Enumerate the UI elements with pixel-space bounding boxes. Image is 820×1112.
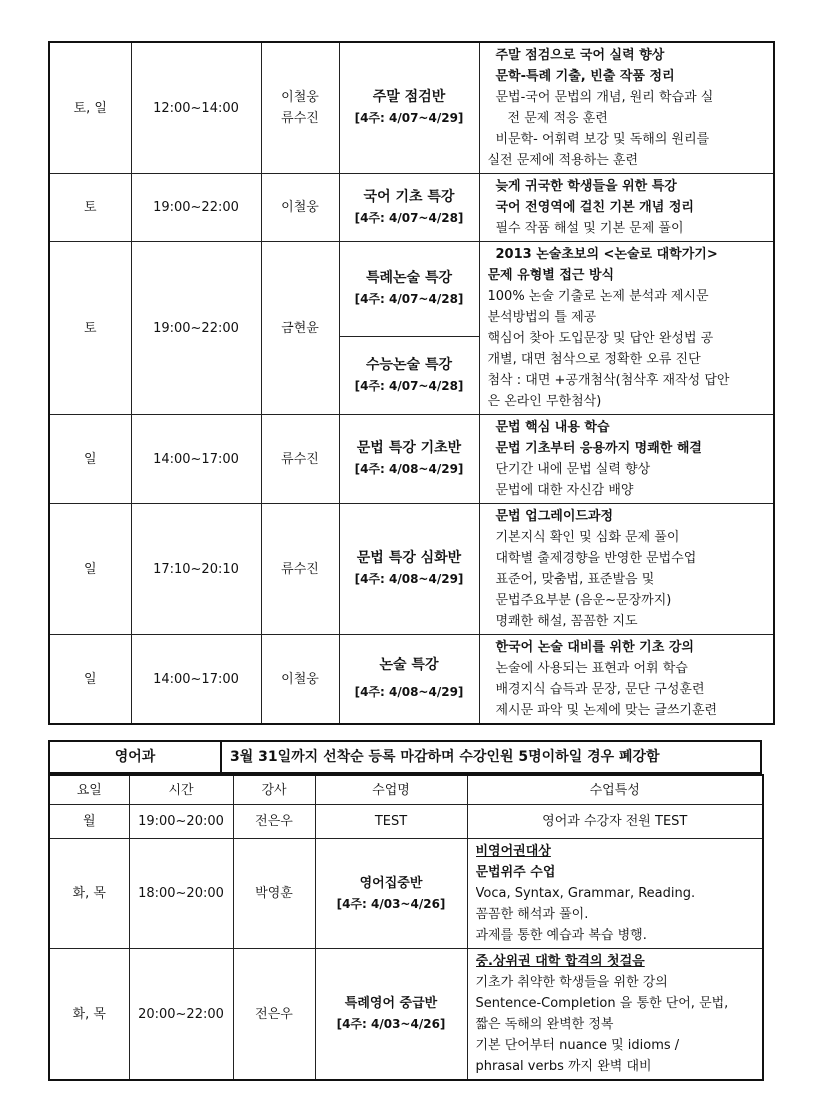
desc-line: 제시문 파악 및 논제에 맞는 글쓰기훈련 [495, 703, 718, 718]
course-period: [4주: 4/08~4/29] [354, 685, 464, 699]
course-period: [4주: 4/07~4/29] [354, 111, 464, 125]
table-row [49, 805, 763, 839]
description-cell [479, 504, 774, 635]
course-title: 특례논술 특강 [365, 270, 453, 287]
desc-line: 단기간 내에 문법 실력 향상 [495, 462, 651, 477]
desc-line: 중.상위권 대학 합격의 첫걸음 [475, 954, 645, 969]
teacher-cell: 이철웅 [261, 174, 339, 242]
teacher-cell: 전은우 [233, 805, 315, 839]
course-period: [4주: 4/08~4/29] [354, 462, 464, 476]
desc-line: 기본지식 확인 및 심화 문제 풀이 [495, 530, 680, 545]
day-cell: 일 [49, 635, 131, 725]
teacher-cell: 전은우 [233, 949, 315, 1081]
desc-line: 문법위주 수업 [475, 865, 556, 880]
course-cell [339, 635, 479, 725]
time-cell: 18:00~20:00 [129, 839, 233, 949]
desc-line: 문학-특례 기출, 빈출 작품 정리 [495, 69, 675, 84]
desc-line: 한국어 논술 대비를 위한 기초 강의 [495, 640, 694, 655]
course-period: [4주: 4/07~4/28] [354, 378, 464, 393]
column-header: 강사 [233, 775, 315, 805]
column-header: 시간 [129, 775, 233, 805]
course-title: 주말 점검반 [372, 89, 446, 105]
course-cell [339, 337, 479, 415]
desc-line: 문법-국어 문법의 개념, 원리 학습과 실 [495, 90, 714, 105]
course-cell [339, 242, 479, 337]
course-period: [4주: 4/08~4/29] [354, 572, 464, 586]
desc-line: Voca, Syntax, Grammar, Reading. [475, 886, 696, 901]
table-row [49, 635, 774, 725]
day-cell: 토 [49, 242, 131, 415]
course-title: 영어집중반 [359, 875, 423, 891]
column-header: 수업특성 [467, 775, 763, 805]
day-cell: 화, 목 [49, 839, 129, 949]
teacher-name: 이철웅 [281, 90, 319, 105]
desc-line: 개별, 대면 첨삭으로 정확한 오류 진단 [487, 352, 701, 367]
desc-line: 과제를 통한 예습과 복습 병행. [475, 928, 647, 943]
desc-line: 늦게 귀국한 학생들을 위한 특강 [495, 179, 677, 194]
desc-line: 100% 논술 기출로 논제 분석과 제시문 [487, 289, 709, 304]
course-period: [4주: 4/07~4/28] [354, 292, 464, 307]
teacher-cell: 류수진 [261, 415, 339, 504]
desc-line: 문법 핵심 내용 학습 [495, 420, 610, 435]
desc-line: 실전 문제에 적용하는 훈련 [487, 153, 639, 168]
course-title: 문법 특강 심화반 [356, 550, 462, 566]
desc-line: 문법주요부분 (음운~문장까지) [495, 593, 672, 608]
table-row [49, 174, 774, 242]
day-cell: 일 [49, 415, 131, 504]
desc-line: 분석방법의 틀 제공 [487, 310, 597, 325]
time-cell: 20:00~22:00 [129, 949, 233, 1081]
desc-line: 핵심어 찾아 도입문장 및 답안 완성법 공 [487, 331, 714, 346]
desc-line: 기본 단어부터 nuance 및 idioms / [475, 1038, 680, 1053]
desc-line: 은 온라인 무한첨삭) [487, 394, 602, 409]
desc-line: phrasal verbs 까지 완벽 대비 [475, 1059, 652, 1074]
desc-line: 전 문제 적응 훈련 [507, 111, 608, 126]
description-cell [467, 949, 763, 1081]
teacher-name: 류수진 [281, 111, 319, 126]
desc-line: 문법 업그레이드과정 [495, 509, 614, 524]
table-row [49, 242, 774, 337]
course-cell [315, 949, 467, 1081]
teacher-cell: 박영훈 [233, 839, 315, 949]
day-cell: 일 [49, 504, 131, 635]
course-title: 문법 특강 기초반 [356, 440, 462, 456]
table-row [49, 839, 763, 949]
course-title: 논술 특강 [379, 657, 439, 673]
course-title: 국어 기초 특강 [363, 188, 455, 205]
course-title: 특례영어 중급반 [344, 996, 438, 1011]
description-cell [479, 242, 774, 415]
course-title: 수능논술 특강 [365, 356, 453, 373]
teacher-cell [261, 42, 339, 174]
desc-line: 비영어권대상 [475, 844, 551, 859]
day-cell: 토, 일 [49, 42, 131, 174]
course-cell [339, 174, 479, 242]
desc-line: 문법에 대한 자신감 배양 [495, 483, 634, 498]
description-cell [479, 42, 774, 174]
desc-line: 첨삭 : 대면 +공개첨삭(첨삭후 재작성 답안 [487, 373, 730, 388]
course-period: [4주: 4/03~4/26] [336, 896, 446, 911]
english-schedule-table [48, 774, 764, 1081]
desc-line: 국어 전영역에 걸친 기본 개념 정리 [495, 200, 694, 215]
table-row [49, 504, 774, 635]
desc-line: 논술에 사용되는 표현과 어휘 학습 [495, 661, 688, 676]
course-cell [315, 839, 467, 949]
day-cell: 화, 목 [49, 949, 129, 1081]
desc-line: 꼼꼼한 해석과 풀이. [475, 907, 589, 922]
english-header-table [48, 740, 762, 774]
korean-schedule-table [48, 41, 775, 725]
desc-line: 대학별 출제경향을 반영한 문법수업 [495, 551, 697, 566]
course-period: [4주: 4/03~4/26] [336, 1017, 446, 1031]
course-cell [339, 504, 479, 635]
day-cell: 토 [49, 174, 131, 242]
desc-line: 명쾌한 해설, 꼼꼼한 지도 [495, 614, 638, 629]
table-row [49, 741, 761, 773]
notice-text: 3월 31일까지 선착순 등록 마감하며 수강인원 5명이하일 경우 폐강함 [221, 741, 761, 773]
desc-line: 2013 논술초보의 <논술로 대학가기> [495, 247, 718, 262]
desc-line: 비문학- 어휘력 보강 및 독해의 원리를 [495, 132, 710, 147]
table-row [49, 42, 774, 174]
table-header-row [49, 775, 763, 805]
day-cell: 월 [49, 805, 129, 839]
column-header: 수업명 [315, 775, 467, 805]
desc-line: 문법 기초부터 응용까지 명쾌한 해결 [495, 441, 702, 456]
desc-line: 표준어, 맞춤법, 표준발음 및 [495, 572, 655, 587]
desc-line: 짧은 독해의 완벽한 정복 [475, 1017, 614, 1032]
time-cell: 19:00~22:00 [131, 242, 261, 415]
description-cell [479, 415, 774, 504]
time-cell: 19:00~20:00 [129, 805, 233, 839]
course-cell [339, 42, 479, 174]
table-row [49, 949, 763, 1081]
course-cell [339, 415, 479, 504]
desc-line: Sentence-Completion 을 통한 단어, 문법, [475, 996, 729, 1011]
teacher-cell: 금현윤 [261, 242, 339, 415]
time-cell: 14:00~17:00 [131, 635, 261, 725]
table-row [49, 415, 774, 504]
desc-line: 주말 점검으로 국어 실력 향상 [495, 48, 665, 63]
description-cell: 영어과 수강자 전원 TEST [467, 805, 763, 839]
description-cell [479, 635, 774, 725]
time-cell: 14:00~17:00 [131, 415, 261, 504]
desc-line: 기초가 취약한 학생들을 위한 강의 [475, 975, 668, 990]
description-cell [467, 839, 763, 949]
time-cell: 17:10~20:10 [131, 504, 261, 635]
time-cell: 19:00~22:00 [131, 174, 261, 242]
desc-line: 문제 유형별 접근 방식 [487, 268, 615, 283]
desc-line: 필수 작품 해설 및 기본 문제 풀이 [495, 221, 684, 236]
teacher-cell: 류수진 [261, 504, 339, 635]
desc-line: 배경지식 습득과 문장, 문단 구성훈련 [495, 682, 705, 697]
column-header: 요일 [49, 775, 129, 805]
description-cell [479, 174, 774, 242]
course-cell: TEST [315, 805, 467, 839]
teacher-cell: 이철웅 [261, 635, 339, 725]
course-period: [4주: 4/07~4/28] [354, 210, 464, 225]
time-cell: 12:00~14:00 [131, 42, 261, 174]
department-label: 영어과 [49, 741, 221, 773]
